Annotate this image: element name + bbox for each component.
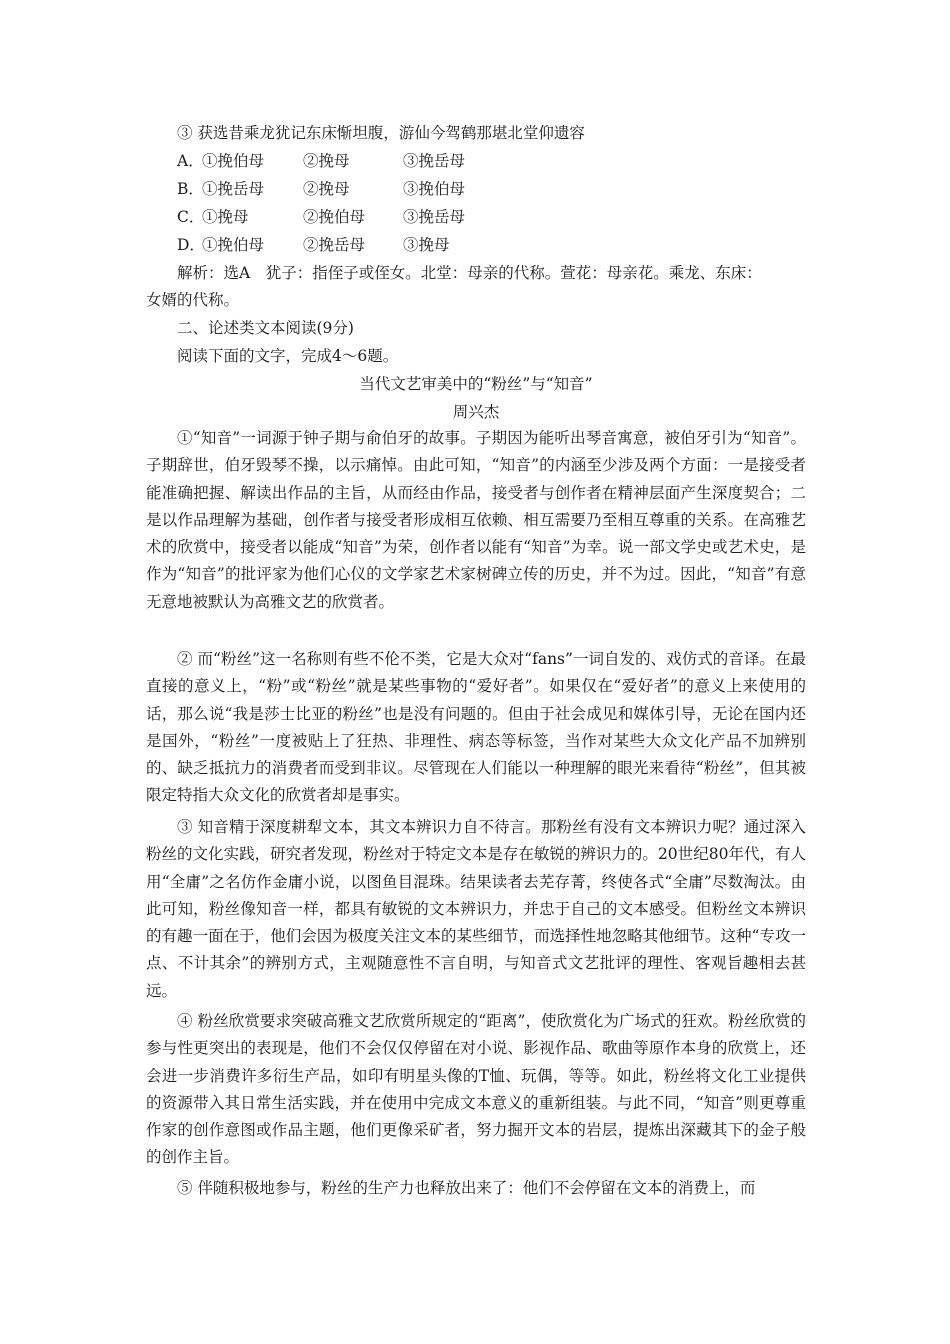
option-choice-2: ②挽伯母: [303, 208, 366, 226]
option-choice-1: ①挽伯母: [202, 152, 265, 170]
option-choice-1: ①挽伯母: [202, 236, 265, 254]
paragraph-2: ② 而“粉丝”这一名称则有些不伦不类，它是大众对“fans”一词自发的、戏仿式的音译。在最直接的意义上，“粉”或“粉丝”就是某些事物的“爱好者”。如果仅在“爱好者”的意义上来使用的话，那么说“我是莎士比亚的粉丝”也是没有问题的。但由于社会成见和媒体引导，无论在国内还是国外，“粉丝”一度被贴上了狂热、非理性、病态等标签，当作对某些大众文化产品不加辨别的、缺乏抵抗力的消费者而受到非议。尽管现在人们能以一种理解的眼光来看待“粉丝”，但其被限定特指大众文化的欣赏者却是事实。: [146, 650, 806, 805]
option-choice-2: ②挽母: [303, 180, 350, 198]
option-choice-2: ②挽岳母: [303, 236, 366, 254]
article-author: 周兴杰: [452, 403, 500, 421]
option-letter: B．: [177, 180, 204, 198]
paragraph-5: ⑤ 伴随积极地参与，粉丝的生产力也释放出来了：他们不会停留在文本的消费上，而: [177, 1179, 756, 1197]
paragraph-1: ①“知音”一词源于钟子期与俞伯牙的故事。子期因为能听出琴音寓意，被伯牙引为“知音”。子期辞世，伯牙毁琴不操，以示痛悼。由此可知，“知音”的内涵至少涉及两个方面：一是接受者能准确把握、解读出作品的主旨，从而经由作品，接受者与创作者在精神层面产生深度契合；二是以作品理解为基础，创作者与接受者形成相互依赖、相互需要乃至相互尊重的关系。在高雅艺术的欣赏中，接受者以能成“知音”为荣，创作者以能有“知音”为幸。说一部文学史或艺术史，是作为“知音”的批评家为他们心仪的文学家艺术家树碑立传的历史，并不为过。因此，“知音”有意无意地被默认为高雅文艺的欣赏者。: [146, 429, 806, 611]
option-choice-3: ③挽岳母: [403, 152, 466, 170]
option-letter: C．: [177, 208, 205, 226]
option-choice-3: ③挽伯母: [403, 180, 466, 198]
option-letter: A．: [177, 152, 204, 170]
paragraph-3: ③ 知音精于深度耕犁文本，其文本辨识力自不待言。那粉丝有没有文本辨识力呢？通过深入粉丝的文化实践，研究者发现，粉丝对于特定文本是存在敏锐的辨识力的。20世纪80年代，有人用“全庸”之名仿作金庸小说，以图鱼目混珠。结果读者去芜存菁，终使各式“全庸”尽数淘汰。由此可知，粉丝像知音一样，都具有敏锐的文本辨识力，并忠于自己的文本感受。但粉丝文本辨识的有趣一面在于，他们会因为极度关注文本的某些细节，而选择性地忽略其他细节。这种“专攻一点、不计其余”的辨别方式，主观随意性不言自明，与知音式文艺批评的理性、客观旨趣相去甚远。: [146, 818, 806, 1000]
section-heading: 二、论述类文本阅读(9分): [177, 319, 354, 337]
option-choice-1: ①挽母: [202, 208, 249, 226]
section-instruction: 阅读下面的文字，完成4～6题。: [177, 347, 399, 365]
paragraph-4: ④ 粉丝欣赏要求突破高雅文艺欣赏所规定的“距离”，使欣赏化为广场式的狂欢。粉丝欣赏的参与性更突出的表现是，他们不会仅仅停留在对小说、影视作品、歌曲等原作本身的欣赏上，还会进一步消费许多衍生产品，如印有明星头像的T恤、玩偶，等等。如此，粉丝将文化工业提供的资源带入其日常生活实践，并在使用中完成文本意义的重新组装。与此不同，“知音”则更尊重作家的创作意图或作品主题，他们更像采矿者，努力掘开文本的岩层，提炼出深藏其下的金子般的创作主旨。: [146, 1012, 806, 1167]
analysis-line-1: 解析：选A 犹子：指侄子或侄女。北堂：母亲的代称。萱花：母亲花。乘龙、东床：: [177, 264, 762, 282]
option-choice-2: ②挽母: [303, 152, 350, 170]
option-letter: D．: [177, 236, 205, 254]
option-choice-1: ①挽岳母: [202, 180, 265, 198]
option-choice-3: ③挽岳母: [403, 208, 466, 226]
option-choice-3: ③挽母: [403, 236, 450, 254]
analysis-line-2: 女婿的代称。: [146, 291, 240, 309]
article-title: 当代文艺审美中的“粉丝”与“知音”: [359, 375, 593, 393]
question-3-stem: ③ 获选昔乘龙犹记东床惭坦腹，游仙今驾鹤那堪北堂仰遗容: [177, 124, 585, 142]
